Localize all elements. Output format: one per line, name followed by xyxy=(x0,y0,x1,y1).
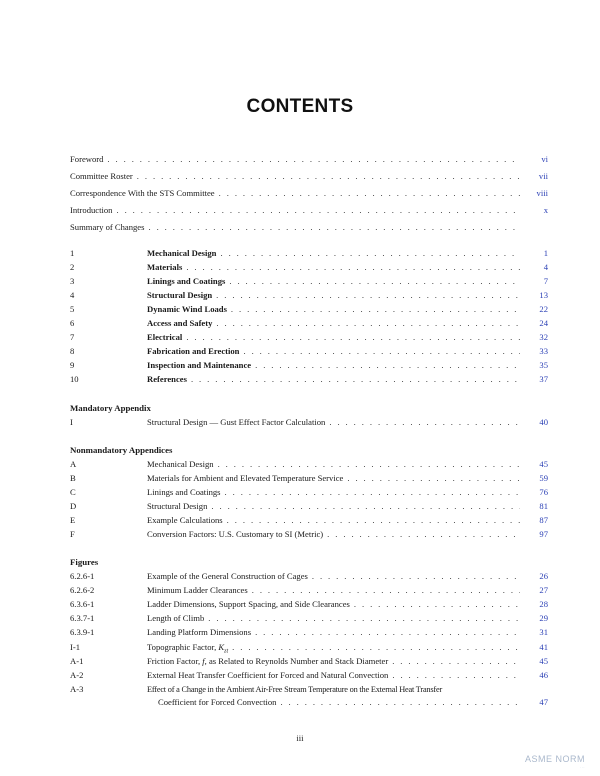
toc-appendix-B[interactable] xyxy=(70,472,548,485)
chapter-title: Linings and Coatings xyxy=(147,276,226,286)
toc-entry-foreword[interactable] xyxy=(70,153,548,166)
figure-number: 6.3.7-1 xyxy=(70,613,95,623)
toc-entry-label: Committee Roster xyxy=(70,171,133,181)
appendix-letter: D xyxy=(70,501,77,511)
leader-dots xyxy=(216,317,520,330)
toc-figure-A-3[interactable] xyxy=(70,683,548,709)
toc-chapter-8[interactable] xyxy=(70,345,548,358)
toc-page-number[interactable]: 1 xyxy=(543,248,548,258)
leader-dots xyxy=(392,655,520,668)
appendix-title: Structural Design — Gust Effect Factor Calculation xyxy=(147,417,326,427)
toc-figure-6.3.6-1[interactable] xyxy=(70,598,548,611)
appendix-letter: F xyxy=(70,529,75,539)
leader-dots xyxy=(225,486,520,499)
page-title: CONTENTS xyxy=(246,96,354,117)
appendix-letter: I xyxy=(70,417,73,427)
toc-entry-label: Summary of Changes xyxy=(70,222,145,232)
toc-page-number[interactable]: 24 xyxy=(539,318,548,328)
toc-page-number[interactable]: 4 xyxy=(543,262,548,272)
leader-dots xyxy=(327,528,520,541)
appendix-letter: C xyxy=(70,487,76,497)
figure-title: Minimum Ladder Clearances xyxy=(147,585,248,595)
toc-figure-A-2[interactable] xyxy=(70,669,548,682)
leader-dots xyxy=(218,458,520,471)
toc-page-number[interactable]: 35 xyxy=(539,360,548,370)
figure-number: I-1 xyxy=(70,642,81,652)
toc-page-number[interactable]: 26 xyxy=(539,571,548,581)
toc-page-number[interactable]: 45 xyxy=(539,656,548,666)
figure-number: 6.3.9-1 xyxy=(70,627,95,637)
toc-page-number[interactable]: 46 xyxy=(539,670,548,680)
toc-chapter-9[interactable] xyxy=(70,359,548,372)
toc-page-number[interactable]: 33 xyxy=(539,346,548,356)
toc-entry-introduction[interactable] xyxy=(70,204,548,217)
toc-chapter-1[interactable] xyxy=(70,247,548,260)
leader-dots xyxy=(392,669,520,682)
figure-title: Ladder Dimensions, Support Spacing, and Side Clearances xyxy=(147,599,350,609)
figure-title: Example of the General Construction of Cages xyxy=(147,571,308,581)
leader-dots xyxy=(255,359,520,372)
toc-page-number[interactable]: 40 xyxy=(539,417,548,427)
chapter-title: Mechanical Design xyxy=(147,248,217,258)
toc-chapter-7[interactable] xyxy=(70,331,548,344)
toc-chapter-10[interactable] xyxy=(70,373,548,386)
chapter-title: Structural Design xyxy=(147,290,213,300)
toc-page-number[interactable]: 31 xyxy=(539,627,548,637)
chapter-number: 9 xyxy=(70,360,75,370)
figure-title-line2: Coefficient for Forced Convection xyxy=(158,697,277,707)
chapter-number: 8 xyxy=(70,346,75,356)
toc-entry-correspondence[interactable] xyxy=(70,187,548,200)
toc-figure-6.2.6-1[interactable] xyxy=(70,570,548,583)
toc-page-number[interactable]: vii xyxy=(538,171,548,181)
appendix-title: Example Calculations xyxy=(147,515,223,525)
leader-dots xyxy=(219,187,520,200)
toc-entry-label: Introduction xyxy=(70,205,113,215)
toc-figure-6.3.7-1[interactable] xyxy=(70,612,548,625)
appendix-letter: E xyxy=(70,515,76,525)
figure-number: A-3 xyxy=(70,684,84,694)
chapter-number: 6 xyxy=(70,318,75,328)
figure-number: 6.2.6-1 xyxy=(70,571,95,581)
toc-figure-A-1[interactable] xyxy=(70,655,548,668)
toc-chapter-2[interactable] xyxy=(70,261,548,274)
toc-entry-summary-of-changes[interactable] xyxy=(70,221,548,234)
figure-title: Friction Factor, f, as Related to Reynolds Number and Stack Diameter xyxy=(147,656,389,666)
chapter-number: 7 xyxy=(70,332,75,342)
toc-appendix-I[interactable] xyxy=(70,416,548,429)
leader-dots xyxy=(280,696,520,709)
toc-page-number[interactable]: viii xyxy=(536,188,548,198)
leader-dots xyxy=(232,641,520,654)
leader-dots xyxy=(347,472,520,485)
leader-dots xyxy=(211,500,520,513)
leader-dots xyxy=(137,170,520,183)
toc-page-number[interactable]: 32 xyxy=(539,332,548,342)
toc-appendix-F[interactable] xyxy=(70,528,548,541)
appendix-title: Materials for Ambient and Elevated Temperature Service xyxy=(147,473,344,483)
toc-page-number[interactable]: vi xyxy=(541,154,548,164)
leader-dots xyxy=(186,331,520,344)
toc-chapter-6[interactable] xyxy=(70,317,548,330)
toc-page-number[interactable]: 59 xyxy=(539,473,548,483)
appendix-title: Conversion Factors: U.S. Customary to SI (Metric) xyxy=(147,529,324,539)
figure-number: 6.3.6-1 xyxy=(70,599,95,609)
section-heading-figures: Figures xyxy=(70,557,99,567)
toc-chapter-4[interactable] xyxy=(70,289,548,302)
chapter-title: Access and Safety xyxy=(147,318,213,328)
chapter-title: Electrical xyxy=(147,332,183,342)
section-heading-nonmandatory-appendices: Nonmandatory Appendices xyxy=(70,445,173,455)
leader-dots xyxy=(220,247,520,260)
toc-entry-committee-roster[interactable] xyxy=(70,170,548,183)
toc-page-number[interactable]: x xyxy=(543,205,548,215)
footer-page-number: iii xyxy=(296,733,304,743)
leader-dots xyxy=(354,598,520,611)
appendix-title: Linings and Coatings xyxy=(147,487,221,497)
toc-appendix-C[interactable] xyxy=(70,486,548,499)
figure-title: Topographic Factor, $K_{zt}$ xyxy=(147,642,229,655)
appendix-letter: B xyxy=(70,473,76,483)
toc-page-number[interactable]: 45 xyxy=(539,459,548,469)
figure-title-line1: Effect of a Change in the Ambient Air-Free Stream Temperature on the External Heat Transfer xyxy=(147,685,443,694)
figure-title: Landing Platform Dimensions xyxy=(147,627,252,637)
toc-appendix-E[interactable] xyxy=(70,514,548,527)
toc-page-number[interactable]: 7 xyxy=(543,276,548,286)
chapter-number: 1 xyxy=(70,248,75,258)
toc-page-number[interactable]: 41 xyxy=(539,642,548,652)
chapter-title: Materials xyxy=(147,262,183,272)
figure-number: A-2 xyxy=(70,670,84,680)
toc-page-number[interactable]: 81 xyxy=(539,501,548,511)
toc-figure-6.2.6-2[interactable] xyxy=(70,584,548,597)
figure-title: External Heat Transfer Coefficient for Forced and Natural Convection xyxy=(147,670,389,680)
toc-appendix-A[interactable] xyxy=(70,458,548,471)
figure-title: Length of Climb xyxy=(147,613,205,623)
figure-number: A-1 xyxy=(70,656,84,666)
figure-number: 6.2.6-2 xyxy=(70,585,95,595)
toc-figure-I-1[interactable] xyxy=(70,641,548,654)
leader-dots xyxy=(227,514,520,527)
leader-dots xyxy=(191,373,520,386)
chapter-number: 10 xyxy=(70,374,79,384)
leader-dots xyxy=(231,303,520,316)
toc-page-number[interactable]: 97 xyxy=(539,529,548,539)
appendix-letter: A xyxy=(70,459,77,469)
leader-dots xyxy=(208,612,520,625)
toc-page-number[interactable]: 76 xyxy=(539,487,548,497)
toc-page-number[interactable]: 22 xyxy=(539,304,548,314)
leader-dots xyxy=(243,345,520,358)
leader-dots xyxy=(252,584,520,597)
leader-dots xyxy=(107,153,520,166)
toc-figure-6.3.9-1[interactable] xyxy=(70,626,548,639)
toc-page-number[interactable]: 87 xyxy=(539,515,548,525)
toc-entry-label: Foreword xyxy=(70,154,104,164)
leader-dots xyxy=(255,626,520,639)
chapter-title: References xyxy=(147,374,187,384)
toc-appendix-D[interactable] xyxy=(70,500,548,513)
toc-entry-label: Correspondence With the STS Committee xyxy=(70,188,215,198)
appendix-title: Structural Design xyxy=(147,501,208,511)
toc-page-number[interactable]: 28 xyxy=(539,599,548,609)
chapter-title: Dynamic Wind Loads xyxy=(147,304,227,314)
toc-page-number[interactable]: 47 xyxy=(539,697,548,707)
toc-page-number[interactable]: 13 xyxy=(539,290,548,300)
leader-dots xyxy=(216,289,520,302)
leader-dots xyxy=(116,204,520,217)
chapter-number: 4 xyxy=(70,290,75,300)
leader-dots xyxy=(312,570,520,583)
section-heading-mandatory-appendix: Mandatory Appendix xyxy=(70,403,151,413)
leader-dots xyxy=(229,275,520,288)
leader-dots xyxy=(329,416,520,429)
chapter-title: Inspection and Maintenance xyxy=(147,360,252,370)
toc-chapter-3[interactable] xyxy=(70,275,548,288)
toc-page-number[interactable]: 29 xyxy=(539,613,548,623)
leader-dots xyxy=(186,261,520,274)
chapter-title: Fabrication and Erection xyxy=(147,346,240,356)
chapter-number: 3 xyxy=(70,276,75,286)
watermark-logo: ASME NORM ... xyxy=(525,754,586,769)
toc-chapter-5[interactable] xyxy=(70,303,548,316)
appendix-title: Mechanical Design xyxy=(147,459,214,469)
leader-dots xyxy=(148,221,520,234)
chapter-number: 5 xyxy=(70,304,75,314)
chapter-number: 2 xyxy=(70,262,75,272)
toc-page-number[interactable]: 27 xyxy=(539,585,548,595)
toc-page-number[interactable]: 37 xyxy=(539,374,548,384)
